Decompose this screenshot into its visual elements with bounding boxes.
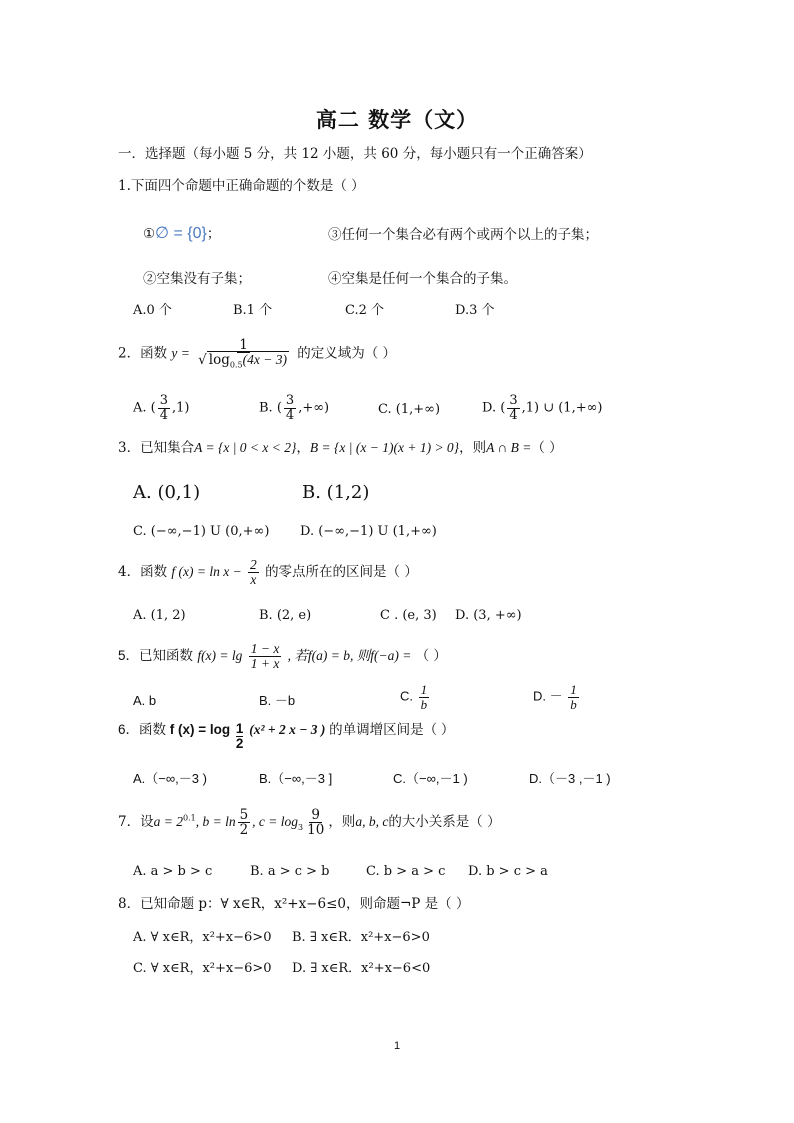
value-c: , c = log <box>252 814 299 830</box>
question-6-option-a: A.（−∞,－3 ) <box>133 771 207 786</box>
option-d-tail: ,1) ∪ (1,+∞) <box>521 400 603 416</box>
question-2-option-b: B. ( $\frac{3}{4}$ ,+∞) <box>259 393 330 423</box>
question-5-option-d <box>533 683 581 711</box>
proposition-3: ③任何一个集合必有两个或两个以上的子集； <box>328 227 598 243</box>
option-d-numerator: 1 <box>570 682 577 697</box>
question-7-option-d: D. b > c > a <box>468 864 548 879</box>
option-c-numerator: 1 <box>420 682 428 697</box>
question-2-suffix: 的定义域为（ ） <box>297 345 397 362</box>
question-2-fraction <box>196 338 291 370</box>
question-4-option-c: C . (e, 3) <box>380 608 437 623</box>
option-a-tail: ,1) <box>172 400 190 416</box>
question-6-function: f (x) = log <box>169 722 231 737</box>
question-5-condition: , 若f(a) = b, 则f(−a) = <box>287 648 412 664</box>
value-c-base: 3 <box>298 822 304 832</box>
question-4-numerator: 2 <box>250 557 257 572</box>
question-4-option-d: D. (3, +∞) <box>455 608 522 623</box>
question-2-stem <box>118 338 396 370</box>
question-7-option-b: B. a > c > b <box>250 864 330 879</box>
set-b: B = {x | (x − 1)(x + 1) > 0} <box>309 440 460 455</box>
question-3-prefix: 3．已知集合 <box>118 440 195 456</box>
proposition-1-number: ① <box>143 226 156 242</box>
question-6-prefix: 6．函数 <box>118 722 167 737</box>
option-a-label: A. <box>133 400 147 416</box>
option-d-denominator: b <box>570 696 577 712</box>
value-b-numerator: 5 <box>239 807 249 823</box>
question-3-comma: ， <box>296 440 310 456</box>
option-b-tail: ,+∞) <box>298 400 330 416</box>
value-c-numerator: 9 <box>311 807 321 823</box>
question-7-prefix: 7．设 <box>118 814 154 831</box>
question-3-stem <box>118 440 563 456</box>
question-3-option-d: D. (−∞,−1) U (1,+∞) <box>300 524 437 539</box>
value-a-exponent: 0.1 <box>182 813 196 823</box>
option-b-label: B. <box>259 400 273 416</box>
question-4-option-a: A. (1, 2) <box>133 608 186 623</box>
question-5-option-c <box>400 683 431 711</box>
question-8-option-a: A. ∀ x∈R，x²+x−6>0 <box>133 930 272 945</box>
question-7-option-c: C. b > a > c <box>366 864 446 879</box>
question-2-y: y = <box>171 345 190 361</box>
question-6-suffix: 的单调增区间是（ ） <box>329 722 455 737</box>
question-8-option-d: D. ∃ x∈R．x²+x−6<0 <box>292 961 431 976</box>
question-1-option-b: B.1 个 <box>233 303 273 318</box>
question-3-blank: （ ） <box>531 440 563 456</box>
question-2-option-d: D. ( $\frac{3}{4}$ ,1) ∪ (1,+∞) <box>482 393 603 423</box>
question-1-option-a: A.0 个 <box>133 303 172 318</box>
question-3-option-a: A. (0,1) <box>133 482 201 503</box>
page-title: 高二 数学（文） <box>315 107 479 132</box>
proposition-1 <box>143 224 220 243</box>
question-4-denominator: x <box>250 572 257 588</box>
question-2-denominator: √ $\log_{0.5}(4x - 3)$ <box>198 352 287 370</box>
question-8-option-b: B. ∃ x∈R．x²+x−6>0 <box>292 930 430 945</box>
question-1-option-c: C.2 个 <box>345 303 385 318</box>
set-a: A = {x | 0 < x < 2} <box>194 440 297 455</box>
log-label: log <box>208 352 230 369</box>
option-d-denominator: 4 <box>509 407 518 423</box>
option-a-denominator: 4 <box>159 407 169 423</box>
question-5-option-a: A. b <box>133 693 157 708</box>
question-4-option-b: B. (2, e) <box>259 608 312 623</box>
question-4-prefix: 4．函数 <box>118 564 168 581</box>
page-number: 1 <box>393 1040 401 1052</box>
value-b-denominator: 2 <box>239 822 249 839</box>
question-7-then: ，则 <box>328 814 356 831</box>
proposition-4: ④空集是任何一个集合的子集。 <box>328 271 517 287</box>
question-7-option-a: A. a > b > c <box>133 864 213 879</box>
question-5-numerator: 1 − x <box>250 641 280 656</box>
question-1-stem: 1.下面四个命题中正确命题的个数是（ ） <box>118 178 365 194</box>
value-a: a = 2 <box>153 814 183 830</box>
question-6-option-b: B.（−∞,－3 ] <box>259 771 333 786</box>
question-7-stem <box>118 808 501 837</box>
question-3-option-c: C. (−∞,−1) U (0,+∞) <box>133 524 270 539</box>
option-b-numerator: 3 <box>285 393 295 408</box>
question-6-argument: (x² + 2 x − 3 ) <box>249 722 326 737</box>
log-argument: (4x − 3) <box>242 352 287 368</box>
question-2-option-a: A. ( $\frac{3}{4}$ ,1) <box>133 393 190 423</box>
question-4-function: f (x) = ln x − <box>171 564 242 580</box>
question-5-option-b: B. －b <box>259 693 296 708</box>
question-8-stem: 8．已知命题 p：∀ x∈R，x²+x−6≤0，则命题¬P 是（ ） <box>118 896 470 912</box>
option-d-label: D. <box>482 400 497 416</box>
question-5-blank: （ ） <box>415 648 447 665</box>
question-2-prefix: 2．函数 <box>118 345 168 362</box>
question-4-suffix: 的零点所在的区间是（ ） <box>265 564 418 581</box>
option-d-numerator: 3 <box>509 393 518 408</box>
option-a-numerator: 3 <box>159 393 169 408</box>
question-7-variables: a, b, c <box>355 814 389 830</box>
question-4-stem <box>118 558 418 587</box>
option-c-denominator: b <box>420 696 428 712</box>
question-6-option-c: C.（−∞,－1 ) <box>393 771 468 786</box>
value-b: , b = ln <box>195 814 236 830</box>
question-5-stem <box>118 642 447 671</box>
log-base-denominator: 2 <box>235 736 244 752</box>
option-d-label: D. － <box>533 688 563 704</box>
proposition-1-expression: ∅ = {0} <box>155 225 207 242</box>
question-2-option-c: C. (1,+∞) <box>378 402 441 417</box>
question-2-numerator: 1 <box>239 337 248 353</box>
log-base: 0.5 <box>229 360 243 370</box>
question-1-option-d: D.3 个 <box>455 303 495 318</box>
proposition-1-tail: ； <box>206 226 221 242</box>
intersection-expression: A ∩ B = <box>486 440 532 455</box>
option-b-denominator: 4 <box>285 407 295 423</box>
question-7-suffix: 的大小关系是（ ） <box>388 814 501 831</box>
question-3-option-b: B. (1,2) <box>302 482 370 503</box>
section-heading: 一．选择题（每小题 5 分，共 12 小题，共 60 分，每小题只有一个正确答案） <box>118 146 592 162</box>
question-5-function: f(x) = lg <box>197 648 243 664</box>
question-5-prefix: 5．已知函数 <box>118 648 194 664</box>
log-base-numerator: 1 <box>235 721 244 736</box>
question-6-stem <box>118 722 454 751</box>
proposition-2: ②空集没有子集； <box>143 271 251 287</box>
value-c-denominator: 10 <box>307 822 325 839</box>
question-3-then: ，则 <box>459 440 487 456</box>
question-6-option-d: D.（－3 ,－1 ) <box>529 771 611 786</box>
question-5-denominator: 1 + x <box>250 656 280 672</box>
question-8-option-c: C. ∀ x∈R，x²+x−6>0 <box>133 961 272 976</box>
option-c-label: C. <box>400 688 413 704</box>
